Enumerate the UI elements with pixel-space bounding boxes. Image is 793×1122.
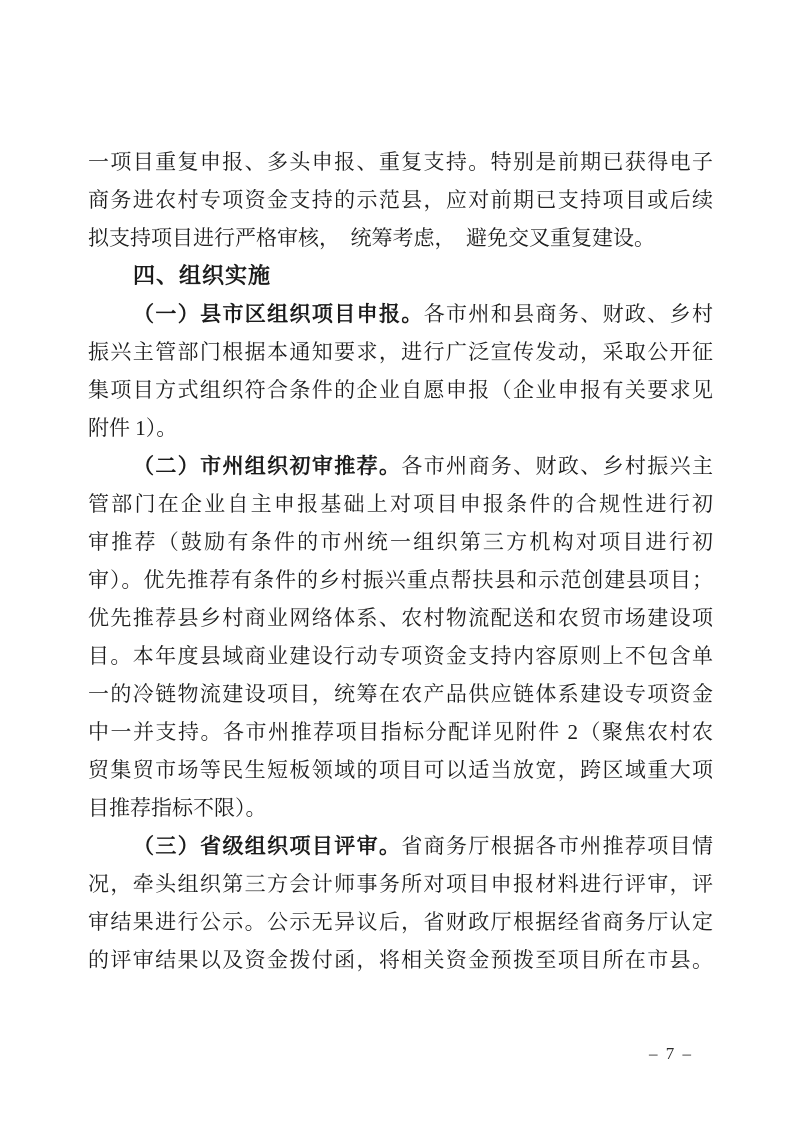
text-line bbox=[88, 447, 713, 485]
line-text: 审）。优先推荐有条件的乡村振兴重点帮扶县和示范创建县项目； bbox=[88, 568, 713, 592]
text-line bbox=[88, 143, 713, 181]
line-text: 附件 1）。 bbox=[88, 416, 178, 440]
text-line bbox=[88, 941, 713, 979]
text-line bbox=[88, 599, 713, 637]
text-line bbox=[88, 751, 713, 789]
text-line bbox=[88, 561, 713, 599]
text-line bbox=[88, 827, 713, 865]
line-text: 各市州商务、财政、乡村振兴主 bbox=[401, 454, 713, 478]
line-text: 审推荐（鼓励有条件的市州统一组织第三方机构对项目进行初 bbox=[88, 530, 713, 554]
line-text: 四、组织实施 bbox=[133, 263, 272, 288]
text-line bbox=[88, 523, 713, 561]
text-line bbox=[88, 219, 713, 257]
line-text: 一项目重复申报、多头申报、重复支持。特别是前期已获得电子 bbox=[88, 150, 713, 174]
paragraph-lead: （二）市州组织初审推荐。 bbox=[133, 454, 402, 478]
text-line bbox=[88, 295, 713, 333]
text-line bbox=[88, 865, 713, 903]
line-text: 省商务厅根据各市州推荐项目情 bbox=[401, 834, 713, 858]
line-text: 贸集贸市场等民生短板领域的项目可以适当放宽，跨区域重大项 bbox=[88, 758, 713, 782]
text-line bbox=[88, 675, 713, 713]
line-text: 目推荐指标不限）。 bbox=[88, 796, 267, 820]
text-line bbox=[88, 333, 713, 371]
text-line bbox=[88, 713, 713, 751]
line-text: 集项目方式组织符合条件的企业自愿申报（企业申报有关要求见 bbox=[88, 378, 713, 402]
text-line bbox=[88, 637, 713, 675]
document-body bbox=[88, 143, 713, 979]
line-text: 各市州和县商务、财政、乡村 bbox=[423, 302, 713, 326]
line-text: 中一并支持。各市州推荐项目指标分配详见附件 2（聚焦农村农 bbox=[88, 720, 713, 744]
line-text: 优先推荐县乡村商业网络体系、农村物流配送和农贸市场建设项 bbox=[88, 606, 713, 630]
paragraph-lead: （一）县市区组织项目申报。 bbox=[133, 302, 424, 326]
line-text: 的评审结果以及资金拨付函，将相关资金预拨至项目所在市县。 bbox=[88, 948, 713, 972]
text-line bbox=[88, 903, 713, 941]
text-line bbox=[88, 181, 713, 219]
line-text: 目。本年度县域商业建设行动专项资金支持内容原则上不包含单 bbox=[88, 644, 713, 668]
text-line bbox=[88, 371, 713, 409]
text-line bbox=[88, 485, 713, 523]
text-line bbox=[88, 257, 713, 295]
text-line bbox=[88, 789, 713, 827]
text-line bbox=[88, 409, 713, 447]
line-text: 审结果进行公示。公示无异议后，省财政厅根据经省商务厅认定 bbox=[88, 910, 713, 934]
line-text: 况，牵头组织第三方会计师事务所对项目申报材料进行评审，评 bbox=[88, 872, 713, 896]
line-text: 振兴主管部门根据本通知要求，进行广泛宣传发动，采取公开征 bbox=[88, 340, 713, 364]
line-text: 管部门在企业自主申报基础上对项目申报条件的合规性进行初 bbox=[88, 492, 713, 516]
paragraph-lead: （三）省级组织项目评审。 bbox=[133, 834, 402, 858]
line-text: 一的冷链物流建设项目，统筹在农产品供应链体系建设专项资金 bbox=[88, 682, 713, 706]
page-number: – 7 – bbox=[649, 1044, 693, 1063]
line-text: 商务进农村专项资金支持的示范县，应对前期已支持项目或后续 bbox=[88, 188, 713, 212]
line-text: 拟支持项目进行严格审核， 统筹考虑， 避免交叉重复建设。 bbox=[88, 226, 655, 250]
